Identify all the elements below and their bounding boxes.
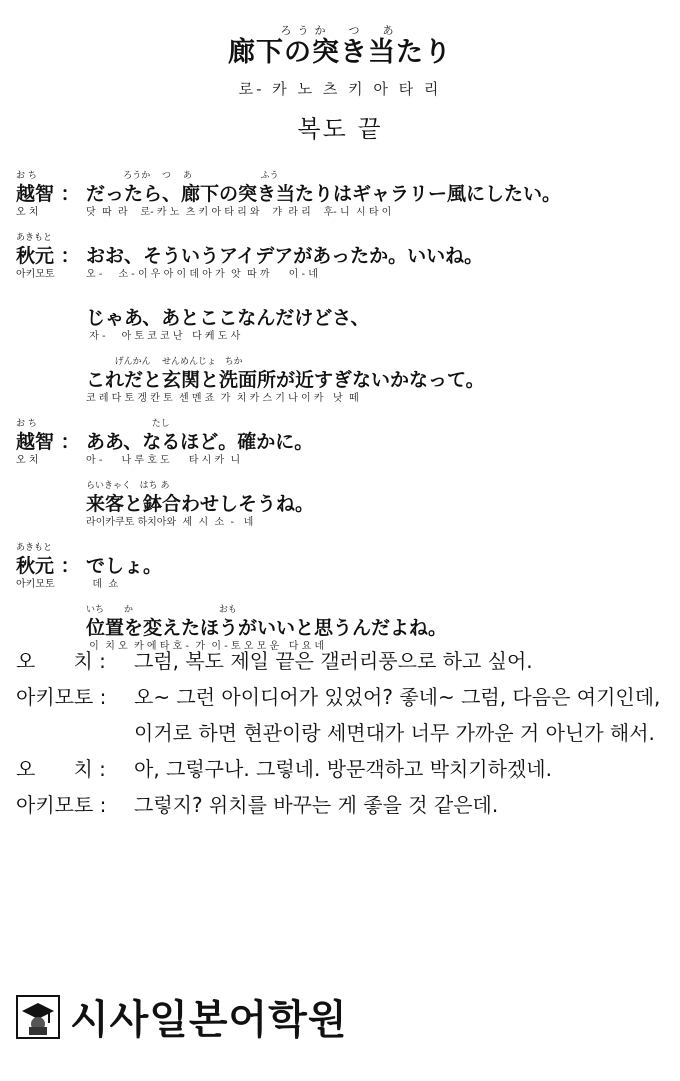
dialog-line: [16, 294, 666, 344]
translation-text: 그렇지? 위치를 바꾸는 게 좋을 것 같은데.: [134, 793, 499, 817]
speaker-pron: 아키모토: [16, 269, 55, 280]
line-ruby: らいきゃく はち あ: [86, 481, 170, 491]
speaker-ruby: お ち: [16, 171, 37, 181]
line-japanese: じゃあ、あとここなんだけどさ、: [86, 307, 370, 329]
speaker: [16, 170, 84, 220]
speaker-name: 秋元 ：: [16, 245, 80, 267]
dialog-section: [16, 170, 666, 666]
translation-text: 오~ 그런 아이디어가 있었어? 좋네~ 그럼, 다음은 여기인데, 이거로 하면 현관이랑 세면대가 너무 가까운 거 아닌가 해서.: [134, 685, 661, 745]
dialog-line: [16, 356, 666, 406]
line-japanese: 来客と鉢合わせしそうね。: [86, 493, 315, 515]
translation-speaker: 오 치 :: [16, 757, 106, 781]
line-pronunciation: 자 - 아 토 코 코 난 다 케 도 사: [86, 331, 241, 342]
logo: [16, 988, 347, 1045]
line-ruby: げんかん せんめんじょ ちか: [86, 357, 243, 367]
title-korean: 복도 끝: [297, 115, 383, 143]
page-title: 廊下の突き当たり: [228, 37, 452, 68]
line-japanese: おお、そういうアイデアがあったか。いいね。: [86, 245, 484, 267]
speaker: [16, 418, 84, 468]
translation-speaker: 아키모토 :: [16, 793, 107, 817]
speaker: [16, 542, 84, 592]
line-ruby: [86, 294, 666, 306]
dialog-line: [16, 480, 666, 530]
line-pronunciation: 라이카쿠토 하치아와 세 시 소 - 네: [86, 517, 254, 528]
translation-text: 그럼, 복도 제일 끝은 갤러리풍으로 하고 싶어.: [134, 649, 533, 673]
line-japanese: だったら、廊下の突き当たりはギャラリー風にしたい。: [86, 183, 562, 205]
logo-text: 시사일본어학원: [70, 997, 348, 1043]
line-japanese: これだと玄関と洗面所が近すぎないかなって。: [86, 369, 485, 391]
translation-text: 아, 그렇구나. 그렇네. 방문객하고 박치기하겠네.: [134, 757, 552, 781]
line-pronunciation: 코 레 다 토 겡 칸 토 센 멘 죠 가 치 카 스 기 나 이 카 낫 떼: [86, 393, 359, 404]
korean-translation: [16, 643, 671, 823]
translation-speaker: 오 치 :: [16, 649, 106, 673]
translation-speaker: 아키모토 :: [16, 685, 107, 709]
speaker-ruby: あきもと: [16, 543, 53, 553]
line-pronunciation: 데 쇼: [86, 579, 119, 590]
speaker-name: 越智 ：: [16, 183, 80, 205]
speaker-name: 越智 ：: [16, 431, 80, 453]
line-pronunciation: 아 - 나 루 호 도 타 시 카 니: [86, 455, 241, 466]
dialog-line: [16, 542, 666, 592]
speaker-pron: 오 치: [16, 207, 39, 218]
title-ruby: ろうか つ あ: [280, 24, 400, 37]
title-block: [0, 22, 680, 144]
speaker-ruby: あきもと: [16, 233, 53, 243]
speaker-pron: 오 치: [16, 455, 39, 466]
line-japanese: でしょ。: [86, 555, 163, 577]
translation-line: [16, 679, 671, 751]
line-japanese: ああ、なるほど。確かに。: [86, 431, 314, 453]
line-ruby: [86, 232, 666, 244]
speaker-pron: 아키모토: [16, 579, 55, 590]
dialog-line: [16, 418, 666, 468]
translation-line: [16, 643, 671, 679]
line-ruby: [86, 542, 666, 554]
translation-line: [16, 787, 671, 823]
line-pronunciation: 오 - 소 - 이 우 아 이 데 아 가 앗 따 까 이 - 네: [86, 269, 318, 280]
graduate-cap-icon: [16, 995, 60, 1039]
speaker-ruby: お ち: [16, 419, 37, 429]
dialog-line: [16, 170, 666, 220]
title-pronunciation: 로- 카 노 츠 키 아 타 리: [238, 80, 442, 98]
line-ruby: いち か おも: [86, 605, 237, 615]
line-pronunciation: 닷 따 라 로- 카 노 츠 키 아 타 리 와 갸 라 리 후- 니 시 타 이: [86, 207, 392, 218]
dialog-line: [16, 232, 666, 282]
speaker-name: 秋元 ：: [16, 555, 80, 577]
line-japanese: 位置を変えたほうがいいと思うんだよね。: [86, 617, 448, 639]
line-pronunciation: 이 치 오 카 에 타 호 - 가 이 - 토 오 모 운 다 요 네: [86, 641, 325, 652]
speaker: [16, 232, 84, 282]
line-ruby: ろうか つ あ ふう: [86, 171, 279, 181]
line-ruby: たし: [86, 419, 170, 429]
translation-line: [16, 751, 671, 787]
